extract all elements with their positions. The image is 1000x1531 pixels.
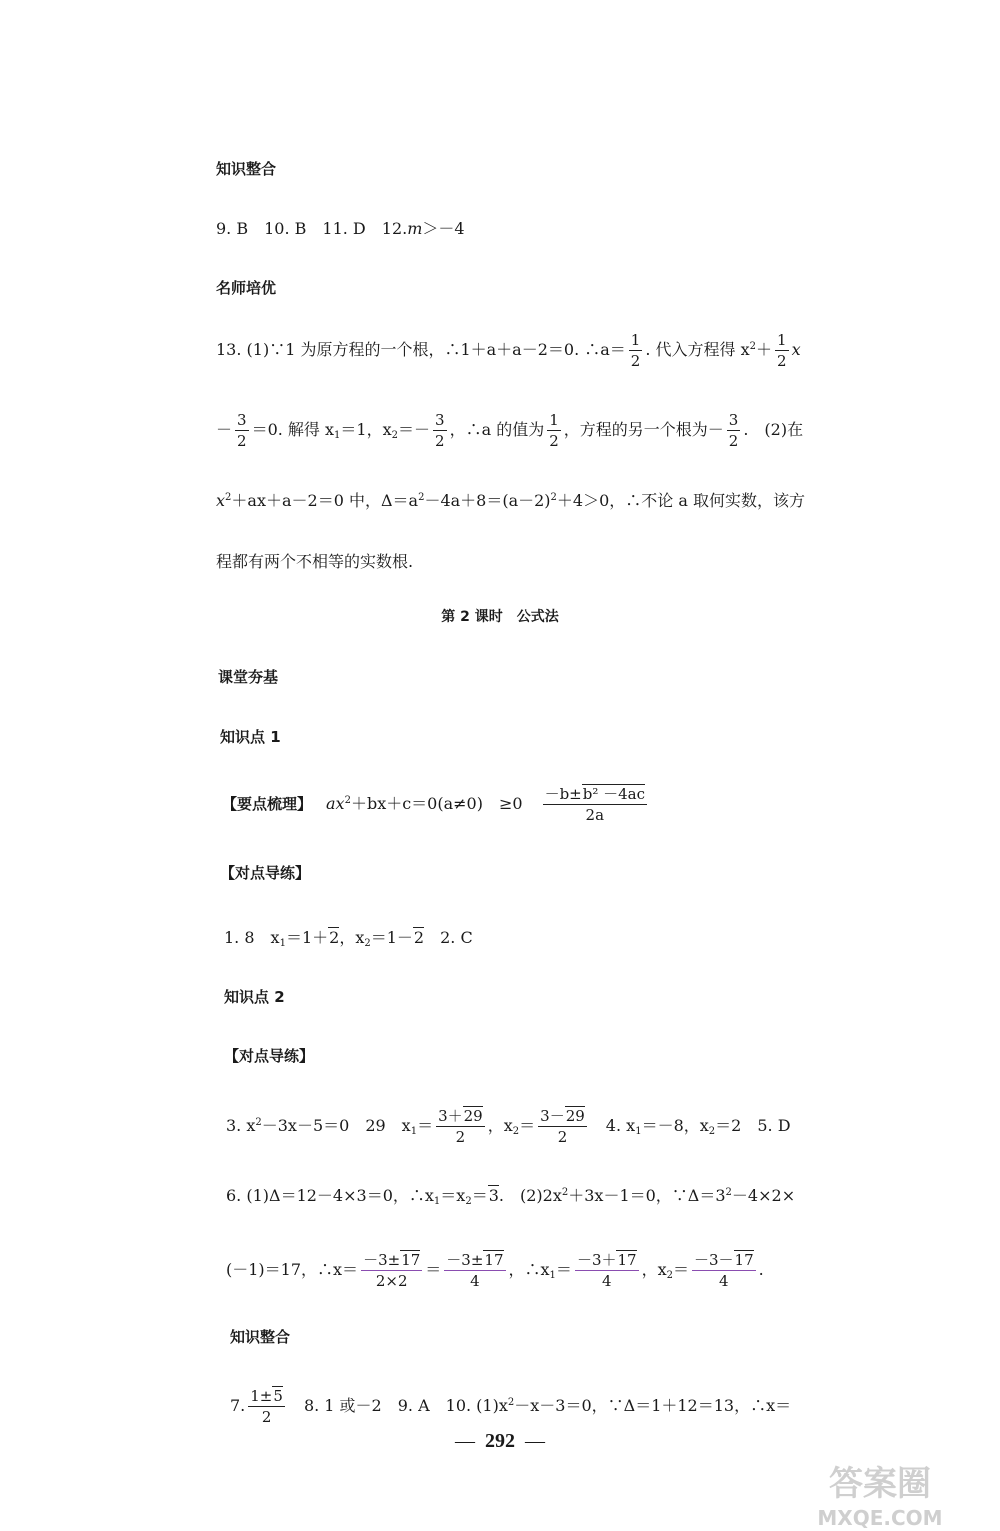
- sup: 2: [561, 1187, 569, 1198]
- sub: 1: [279, 938, 286, 949]
- a35-text-g: ＝－8，x: [641, 1116, 709, 1135]
- a6-text-e: . (2)2x: [498, 1186, 562, 1205]
- answer-12-var: m: [407, 219, 423, 238]
- answers-9-12: [216, 216, 465, 239]
- sup: 2: [418, 492, 425, 503]
- a35-text-f: 4. x: [589, 1116, 636, 1135]
- sub: 1: [433, 1196, 441, 1207]
- sub: 1: [334, 430, 341, 441]
- sup: 2: [507, 1397, 515, 1408]
- a35-text-b: －3x－5＝0 29 x: [261, 1116, 411, 1135]
- q13-text-d: x: [791, 340, 801, 359]
- section-duidian-daolian-2: 【对点导练】: [224, 1047, 315, 1065]
- answers-9-12-text: 9. B 10. B 11. D 12.: [216, 219, 408, 238]
- a6b-text-a: (－1)＝17，∴x＝: [226, 1260, 359, 1279]
- section-zhishidian-2: 知识点 2: [224, 988, 285, 1006]
- answer-12-rest: ＞－4: [422, 219, 465, 238]
- answers-1-2: [224, 925, 473, 949]
- a6-text-d: 3: [488, 1186, 499, 1205]
- page-number-dash-right: —: [525, 1430, 545, 1452]
- page-number: [0, 1430, 1000, 1453]
- frac-half-1: $\frac{1}{2}$: [630, 331, 641, 370]
- q13-text-c: ＋: [756, 340, 773, 359]
- answers-3-5: [226, 1106, 791, 1147]
- sub: 2: [708, 1126, 716, 1137]
- answer-6-line-1: [226, 1183, 795, 1207]
- q13-line-3: [216, 488, 805, 511]
- frac-3-minus-sqrt29: $\frac{3-29}{2}$: [540, 1107, 585, 1146]
- frac-three-half-3: $\frac{3}{2}$: [728, 411, 739, 450]
- q13-text-f: ＝0. 解得 x: [251, 420, 335, 439]
- yaodian-text-b: ＋bx＋c＝0(a≠0) ≥0: [350, 794, 523, 813]
- section-mingshi-peiyou: 名师培优: [216, 279, 277, 297]
- sub: 2: [465, 1196, 472, 1207]
- answer-6-line-2: [226, 1250, 764, 1291]
- q13-text-e: －: [216, 420, 233, 439]
- a12-text-g: 2. C: [424, 928, 473, 947]
- sub: 2: [391, 430, 398, 441]
- q13-text-h: ＝－: [398, 420, 431, 439]
- a6-text-f: ＋3x－1＝0，∵Δ＝3: [568, 1186, 726, 1205]
- a6-text-a: 6. (1)Δ＝12－4×3＝0，∴x: [226, 1186, 434, 1205]
- watermark-line-1: 答案圈: [829, 1464, 931, 1504]
- a7-text-b: 8. 1 或－2 9. A 10. (1)x: [287, 1396, 508, 1415]
- frac-6b-4: $\frac{-3-17}{4}$: [694, 1251, 754, 1290]
- sub: 1: [410, 1126, 418, 1137]
- yaodian-text-a: ax: [326, 794, 345, 813]
- a35-text-d: ，x: [487, 1116, 513, 1135]
- sup: 2: [550, 492, 557, 503]
- label-yaodian-shuli: 【要点梳理】: [222, 795, 313, 813]
- a6b-text-c: ，∴x: [508, 1260, 550, 1279]
- a12-text-b: ＝1＋: [285, 928, 329, 947]
- frac-3-plus-sqrt29: $\frac{3+29}{2}$: [438, 1107, 483, 1146]
- a12-text-f: 2: [413, 928, 425, 947]
- watermark-line-2: MXQE.COM: [817, 1506, 943, 1530]
- a35-text-c: ＝: [417, 1116, 434, 1135]
- frac-6b-1: $\frac{-3\pm 17}{2\times 2}$: [363, 1251, 421, 1290]
- q13-text-a: 13. (1)∵1 为原方程的一个根，∴1＋a＋a－2＝0. ∴a＝: [216, 340, 626, 359]
- sup: 2: [344, 795, 351, 806]
- frac-6b-2: $\frac{-3\pm 17}{4}$: [446, 1251, 504, 1290]
- a7-text-a: 7.: [230, 1396, 246, 1415]
- a6b-text-e: ，x: [641, 1260, 667, 1279]
- section-ketang-hangji: 课堂夯基: [218, 668, 279, 686]
- q13-text-j: ，方程的另一个根为－: [563, 420, 724, 439]
- q13-text-o: ＋4＞0，∴不论 a 取何实数，该方: [556, 491, 805, 510]
- q13-text-k: . (2)在: [743, 420, 804, 439]
- a35-text-e: ＝: [519, 1116, 536, 1135]
- q13-text-m: ＋ax＋a－2＝0 中，Δ＝a: [231, 491, 419, 510]
- frac-1-pm-sqrt5: $\frac{1\pm 5}{2}$: [250, 1387, 283, 1426]
- sup: 2: [749, 341, 757, 352]
- q13-text-b: . 代入方程得 x: [645, 340, 750, 359]
- page-number-dash-left: —: [455, 1430, 475, 1452]
- q13-line-2: [216, 410, 803, 451]
- a12-text-c: 2: [329, 928, 340, 947]
- watermark-logo: [780, 1455, 980, 1531]
- a35-text-h: ＝2 5. D: [715, 1116, 791, 1135]
- a6-text-g: －4×2×: [731, 1186, 796, 1205]
- sub: 1: [635, 1126, 642, 1137]
- lesson-title: 第 2 课时 公式法: [441, 609, 559, 625]
- sub: 2: [364, 938, 371, 949]
- section-zhishi-zhenghe: 知识整合: [216, 160, 277, 178]
- frac-6b-3: $\frac{-3+17}{4}$: [576, 1251, 637, 1290]
- frac-half-3: $\frac{1}{2}$: [549, 411, 559, 450]
- yaodian-line: [222, 784, 650, 825]
- sub: 2: [666, 1270, 673, 1281]
- section-duidian-daolian-1: 【对点导练】: [220, 864, 311, 882]
- a6-text-b: ＝x: [440, 1186, 466, 1205]
- a12-text-a: 1. 8 x: [224, 928, 280, 947]
- q13-text-n: －4a＋8＝(a－2): [424, 491, 551, 510]
- frac-three-half-1: $\frac{3}{2}$: [237, 411, 247, 450]
- quadratic-formula: $\frac{\text{－b±b² －4ac}}{2a}$: [544, 785, 646, 824]
- sub: 1: [549, 1270, 556, 1281]
- a6b-text-b: ＝: [425, 1260, 442, 1279]
- a7-text-c: －x－3＝0，∵Δ＝1＋12＝13，∴x＝: [514, 1396, 792, 1415]
- sup: 2: [725, 1187, 732, 1198]
- a6b-text-g: ＝: [672, 1260, 689, 1279]
- sub: 2: [512, 1126, 520, 1137]
- a6-text-c: ＝: [471, 1186, 488, 1205]
- q13-text-l: x: [216, 491, 226, 510]
- sup: 2: [225, 492, 232, 503]
- section-zhishi-zhenghe-2: 知识整合: [230, 1328, 291, 1346]
- a12-text-d: ，x: [339, 928, 365, 947]
- a6b-text-d: ＝: [555, 1260, 572, 1279]
- a35-text-a: 3. x: [226, 1116, 256, 1135]
- section-zhishidian-1: 知识点 1: [220, 728, 281, 746]
- q13-line-1: [216, 330, 801, 371]
- frac-half-2: $\frac{1}{2}$: [777, 331, 787, 370]
- q13-text-g: ＝1，x: [340, 420, 392, 439]
- q13-text-i: ，∴a 的值为: [449, 420, 545, 439]
- answers-7-10: [230, 1386, 791, 1427]
- a12-text-e: ＝1－: [370, 928, 413, 947]
- q13-line-4: 程都有两个不相等的实数根.: [216, 552, 414, 571]
- page-number-value: 292: [485, 1430, 515, 1452]
- sup: 2: [255, 1117, 262, 1128]
- frac-three-half-2: $\frac{3}{2}$: [435, 411, 445, 450]
- a6b-text-h: .: [758, 1260, 764, 1279]
